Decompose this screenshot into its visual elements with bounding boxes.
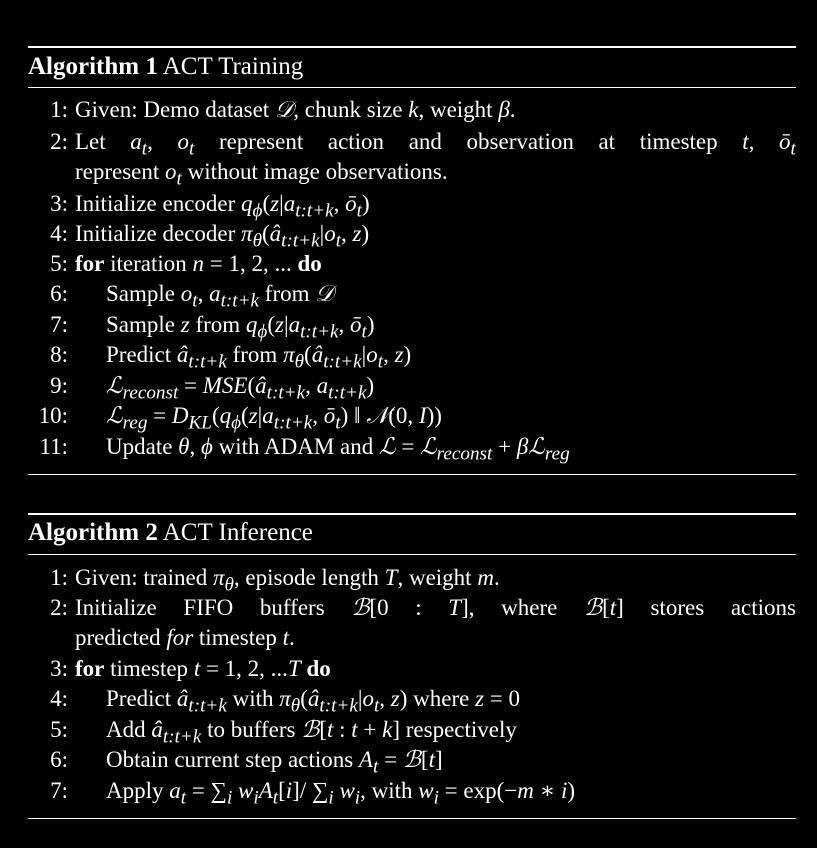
algo2-line-1 bbox=[28, 563, 796, 596]
top-rule bbox=[28, 513, 796, 515]
line-number: 1: bbox=[50, 97, 68, 122]
line-number: 5: bbox=[50, 717, 68, 742]
line-number: 3: bbox=[50, 191, 68, 216]
line-text: Initialize decoder $\pi_\theta(â_{t:t+k}|o_t$, z) bbox=[75, 221, 370, 252]
line-text: predicted for timestep t. bbox=[75, 625, 295, 650]
line-number: 4: bbox=[50, 221, 68, 246]
line-number: 4: bbox=[50, 686, 68, 711]
bottom-rule bbox=[28, 474, 796, 475]
line-number: 7: bbox=[50, 312, 68, 337]
algo2-line-7 bbox=[28, 776, 796, 809]
algo2-line-5 bbox=[28, 715, 796, 748]
line-number: 6: bbox=[50, 747, 68, 772]
algo1-line-11 bbox=[28, 432, 796, 465]
line-text: Sample z from $q_\phi(z|a_{t:t+k}$, $ō_t$) bbox=[106, 312, 375, 343]
line-text: Given: Demo dataset 𝒟, chunk size k, weight β. bbox=[75, 97, 516, 122]
algo1-line-8 bbox=[28, 340, 796, 373]
line-number: 3: bbox=[50, 656, 68, 681]
line-number: 9: bbox=[50, 373, 68, 398]
line-text: ℒ$_{reconst}$ = $MSE(â_{t:t+k}$, $a_{t:t+k}$) bbox=[106, 373, 375, 404]
algo2-line-4 bbox=[28, 684, 796, 717]
algorithm-1-label: Algorithm 1 bbox=[28, 53, 158, 80]
line-number: 6: bbox=[50, 281, 68, 306]
line-text: Update θ, ϕ with ADAM and ℒ = ℒ$_{reconst}$ + βℒ$_{reg}$ bbox=[106, 434, 570, 465]
algo1-line-6 bbox=[28, 279, 796, 312]
line-text: Predict $â_{t:t+k}$ with $\pi_\theta(â_{t:t+k}|o_t$, z) where z = 0 bbox=[106, 686, 521, 717]
algo2-line-2-continued bbox=[28, 623, 796, 653]
line-number: 2: bbox=[50, 129, 68, 154]
algo1-line-2 bbox=[28, 127, 796, 160]
line-number: 7: bbox=[50, 778, 68, 803]
algo1-line-3 bbox=[28, 189, 796, 222]
line-text: represent $o_t$ without image observations. bbox=[75, 159, 448, 190]
line-text: Apply $a_t = \sum_i$ $w_iA_t[i]/$ $\sum_i$ $w_i$, with $w_i = \exp(-m$ ∗ i) bbox=[106, 778, 576, 809]
line-text: ℒ$_{reg}$ = $D_{KL}(q_\phi(z|a_{t:t+k}$, $ō_t$) ‖ 𝒩(0, I)) bbox=[106, 403, 442, 434]
algorithm-2-heading bbox=[28, 518, 313, 548]
line-number: 2: bbox=[50, 595, 68, 620]
algo1-line-2-continued bbox=[28, 157, 796, 190]
line-text: Obtain current step actions $A_t$ = ℬ[t] bbox=[106, 747, 443, 778]
line-text: Initialize encoder $q_\phi(z|a_{t:t+k}$, $ō_t$) bbox=[75, 191, 370, 222]
line-number: 11: bbox=[39, 434, 68, 459]
line-number: 1: bbox=[50, 565, 68, 590]
algorithm-2-label: Algorithm 2 bbox=[28, 519, 158, 546]
algo1-line-4 bbox=[28, 219, 796, 252]
algo1-line-7 bbox=[28, 310, 796, 343]
algo2-line-3 bbox=[28, 654, 796, 684]
line-text: for timestep t = 1, 2, ...T do bbox=[75, 656, 331, 681]
heading-rule bbox=[28, 87, 796, 88]
heading-rule bbox=[28, 554, 796, 555]
line-text: Predict $â_{t:t+k}$ from $\pi_\theta(â_{t:t+k}|o_t$, z) bbox=[106, 342, 412, 373]
line-text: Add $â_{t:t+k}$ to buffers ℬ[t : t + k] respectively bbox=[106, 717, 517, 748]
algo2-line-2 bbox=[28, 593, 796, 623]
algorithm-1-title: ACT Training bbox=[162, 53, 304, 80]
line-text: Let $a_t$, $o_t$ represent action and observation at timestep t, $ō_t$ bbox=[75, 129, 796, 160]
algo1-line-5 bbox=[28, 249, 796, 279]
line-text: Initialize FIFO buffers ℬ[0 : T], where ℬ[t] stores actions bbox=[75, 595, 796, 620]
algo1-line-10 bbox=[28, 401, 796, 434]
line-text: for iteration n = 1, 2, ... do bbox=[75, 251, 322, 276]
bottom-rule bbox=[28, 818, 796, 819]
algo1-line-1 bbox=[28, 95, 796, 125]
algo2-line-6 bbox=[28, 745, 796, 778]
algo1-line-9 bbox=[28, 371, 796, 404]
line-text: Sample $o_t$, $a_{t:t+k}$ from 𝒟 bbox=[106, 281, 334, 312]
line-number: 10: bbox=[38, 403, 68, 428]
line-number: 8: bbox=[50, 342, 68, 367]
line-text: Given: trained $\pi_\theta$, episode length T, weight m. bbox=[75, 565, 500, 596]
line-number: 5: bbox=[50, 251, 68, 276]
algorithm-1-heading bbox=[28, 52, 303, 82]
top-rule bbox=[28, 46, 796, 48]
algorithm-2-title: ACT Inference bbox=[162, 519, 313, 546]
